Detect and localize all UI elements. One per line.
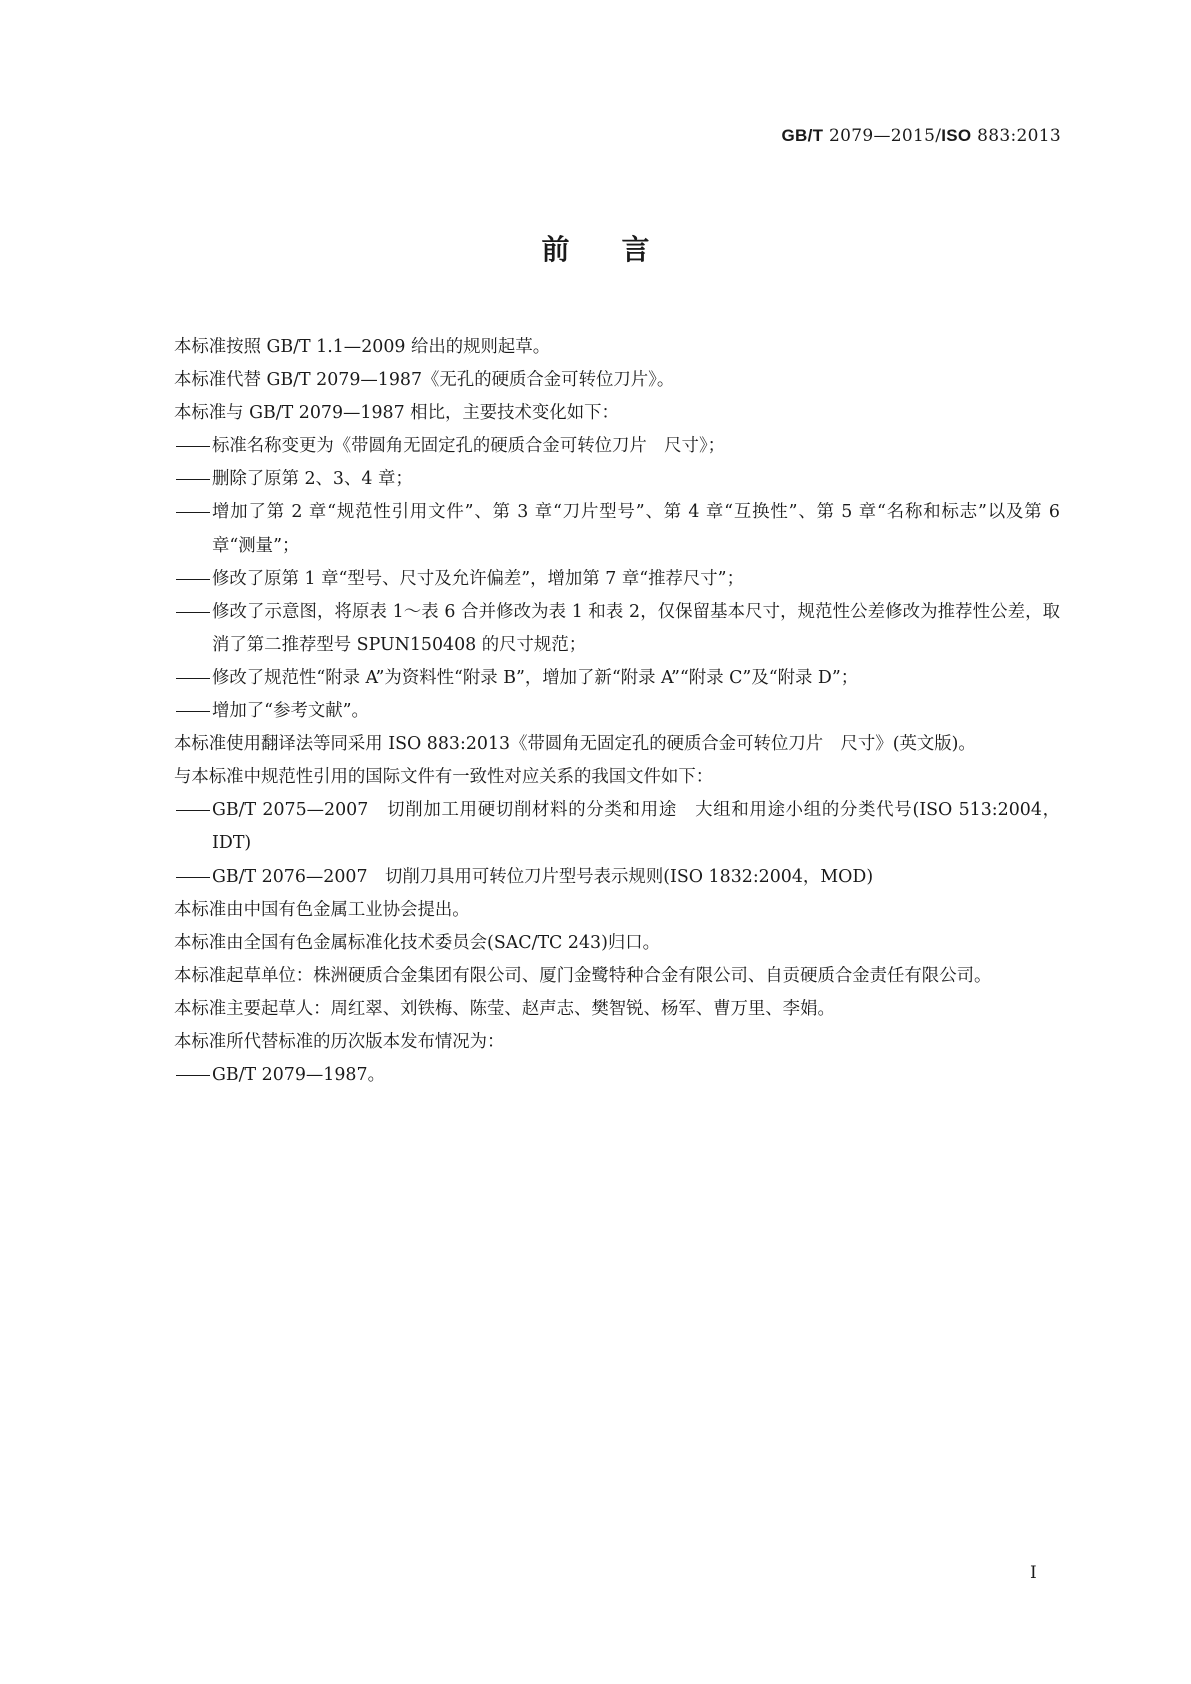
standard-code-header bbox=[781, 126, 1061, 146]
para-changes-intro: 本标准与 GB/T 2079—1987 相比，主要技术变化如下： bbox=[174, 403, 619, 424]
para-drafting-rules: 本标准按照 GB/T 1.1—2009 给出的规则起草。 bbox=[174, 337, 551, 357]
list-item-change-4 bbox=[138, 563, 1060, 596]
list-item-change-7 bbox=[138, 695, 1060, 728]
para-history-intro: 本标准所代替标准的历次版本发布情况为： bbox=[174, 1031, 505, 1052]
dash-marker bbox=[176, 1075, 210, 1076]
page-number: I bbox=[1030, 1563, 1037, 1583]
para-drafters: 本标准主要起草人：周红翠、刘铁梅、陈莹、赵声志、樊智锐、杨军、曹万里、李娟。 bbox=[174, 998, 835, 1019]
para-drafting-units: 本标准起草单位：株洲硬质合金集团有限公司、厦门金鹭特种合金有限公司、自贡硬质合金责任有限公司。 bbox=[174, 965, 992, 986]
dash-marker bbox=[176, 612, 210, 613]
list-item-text: 增加了第 2 章“规范性引用文件”、第 3 章“刀片型号”、第 4 章“互换性”、第 5 章“名称和标志”以及第 6 章“测量”； bbox=[212, 502, 1060, 556]
list-item-reference-1 bbox=[138, 794, 1060, 860]
para-administered-by: 本标准由全国有色金属标准化技术委员会(SAC/TC 243)归口。 bbox=[174, 932, 661, 953]
dash-marker bbox=[176, 479, 210, 480]
dash-marker bbox=[176, 678, 210, 679]
para-adoption: 本标准使用翻译法等同采用 ISO 883:2013《带圆角无固定孔的硬质合金可转位刀片 尺寸》(英文版)。 bbox=[174, 734, 976, 755]
list-item-text: GB/T 2075—2007 切削加工用硬切削材料的分类和用途 大组和用途小组的分类代号(ISO 513:2004，IDT) bbox=[212, 800, 1060, 854]
para-replaces: 本标准代替 GB/T 2079—1987《无孔的硬质合金可转位刀片》。 bbox=[174, 370, 675, 391]
list-item-history-1 bbox=[138, 1059, 1060, 1092]
dash-marker bbox=[176, 711, 210, 712]
list-item-text: GB/T 2079—1987。 bbox=[212, 1065, 385, 1086]
list-item-change-5 bbox=[138, 596, 1060, 662]
list-item-reference-2 bbox=[138, 861, 1060, 894]
dash-marker bbox=[176, 877, 210, 878]
list-item-text: 修改了原第 1 章“型号、尺寸及允许偏差”，增加第 7 章“推荐尺寸”； bbox=[212, 568, 744, 589]
list-item-change-6 bbox=[138, 662, 1060, 695]
para-proposed-by: 本标准由中国有色金属工业协会提出。 bbox=[174, 899, 470, 920]
dash-marker bbox=[176, 810, 210, 811]
header-code-number: 2079—2015/ bbox=[823, 126, 942, 146]
header-code-gbt: GB/T bbox=[781, 126, 824, 145]
list-item-text: 修改了示意图，将原表 1～表 6 合并修改为表 1 和表 2，仅保留基本尺寸，规范性公差修改为推荐性公差，取消了第二推荐型号 SPUN150408 的尺寸规范； bbox=[212, 601, 1060, 655]
list-item-change-3 bbox=[138, 496, 1060, 562]
list-item-text: 标准名称变更为《带圆角无固定孔的硬质合金可转位刀片 尺寸》； bbox=[212, 436, 726, 457]
page-title: 前言 bbox=[541, 233, 702, 266]
list-item-text: GB/T 2076—2007 切削刀具用可转位刀片型号表示规则(ISO 1832:2004，MOD) bbox=[212, 866, 874, 887]
list-item-text: 增加了“参考文献”。 bbox=[212, 701, 369, 722]
header-code-iso-number: 883:2013 bbox=[971, 126, 1061, 146]
list-item-text: 删除了原第 2、3、4 章； bbox=[212, 469, 413, 490]
list-item-change-1 bbox=[138, 430, 1060, 463]
list-item-change-2 bbox=[138, 463, 1060, 496]
dash-marker bbox=[176, 446, 210, 447]
header-code-iso: ISO bbox=[941, 126, 972, 145]
dash-marker bbox=[176, 512, 210, 513]
foreword-content bbox=[138, 331, 1060, 1092]
list-item-text: 修改了规范性“附录 A”为资料性“附录 B”，增加了新“附录 A”“附录 C”及“附录 D”； bbox=[212, 667, 859, 688]
dash-marker bbox=[176, 579, 210, 580]
para-correspondence-intro: 与本标准中规范性引用的国际文件有一致性对应关系的我国文件如下： bbox=[174, 767, 714, 788]
